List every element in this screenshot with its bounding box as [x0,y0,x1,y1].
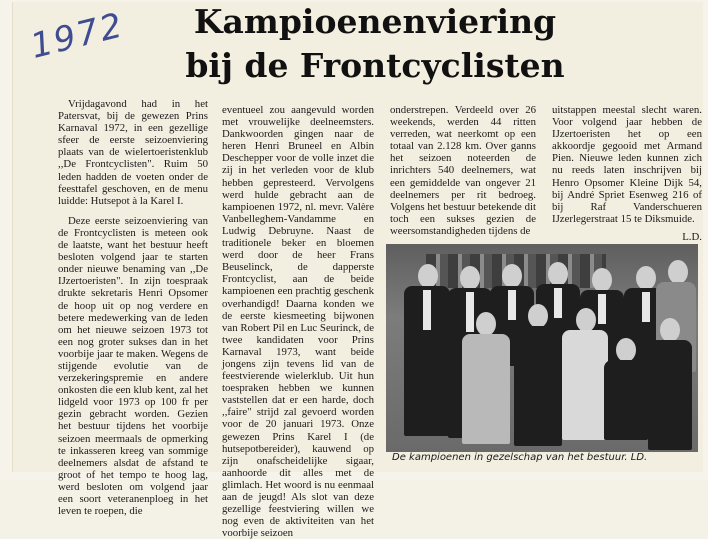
group-photo [386,244,698,452]
headline-line-1: Kampioenenviering [193,2,557,41]
paragraph: onderstrepen. Verdeeld over 26 weekends, werden 44 ritten verreden, wat neerkomt op een totaal van 2.128 km. Over ganns het seizoen noteerden de inrichters 540 deelnemers, wat een gemiddelde van ongevеr 21 deelnemers per rit bedroeg. Volgens het bestuur betekende dit toch een sukses gezien de weersomstandigheden tijdens de [390,104,536,237]
paragraph: uitstappen meestal slecht waren. Voor volgend jaar hebben de IJzertoeristen het op een akkoordje gegooid met Armand Pien. Nieuwe leden kunnen zich nu reeds laten inschrijven bij Henro Opsomer Kleine Dijk 54, bij André Spriet Esenweg 216 of bij Raf Vanderschueren IJzerlegerstraat 15 te Diksmuide. [552,104,702,225]
headline-line-2: bij de Frontcyclisten [185,46,565,85]
paragraph: Deze eerste seizoenviering van de Frontcyclisten is meteen ook de laatste, want het bestuur heeft besloten volgend jaar te starten onder nieuwe benaming van ,,De IJzertoeristen". In zijn toespraak drukte sekretaris Henri Opsomer de hoop uit op nog verdere en betere medewerking van de leden om het nieuwe seizoen 1973 tot een nog groter sukses dan in het voorbije jaar te maken. Wegens de stijgende evolutie van de verzekeringspremie en andere onkosten die een klub kent, zal het lidgeld voor 1973 op 100 fr per gezin gebracht worden. Gezien het bestuur tijdens het voorbije seizoen meermaals de opmerking te inkasseren kreeg van sommige deelnemers alsdat de afstand te groot of het tempo te hoog lag, werd besloten om volgend jaar een soort veteranenploeg in het leven te roepen, die [58,214,208,518]
photo-caption: De kampioenen in gezelschap van het bestuur. LD. [392,452,648,463]
author-signature: L.D. [682,230,702,243]
article-headline [150,0,600,88]
article-column-2 [222,104,374,539]
paragraph: eventueel zou aangevuld worden met vrouwelijke deelneemsters. Dankwoorden gingen naar de heren Henri Bruneel en Albin Deschepper voor de volle inzet die zij in het verleden voor de klub hebben gepresteerd. Vervolgens werd hulde gebracht aan de kampioenen 1972, nl. mevr. Valère Vanbelleghem-Vandamme en Ludwig Debruyne. Naast de traditionele beker en bloemen werd door de heer Frans Beuselinck, de dapperste Frontcyclist, aan de beide kampioenen een prachtig geschenk overhandigd! Daarna konden we de eerste kiesmeeting bijwonen van Robert Pil en Luc Seurinck, de twee kandidaten voor Prins Karnaval 1973, want beide jongens zijn tevens lid van de feestvierende wielerklub. Uit hun toespraken hebben we kunnen vaststellen dat er een harde, doch ,,faire" strijd zal gevoerd worden voor de 20 januari 1973. Onze gewezen Prins Karel I (de hutsepotbereider), kauwend op zijn onafscheidelijke sigaar, aanhoorde dit alles met de glimlach. Het woord is nu eenmaal aan de jeugd! Als slot van deze gezellige feestviering willen we nog even de aktiviteiten van het voorbije seizoen [222,104,374,539]
handwritten-year: 1972 [26,5,128,67]
article-column-3 [390,104,536,237]
article-column-1 [58,98,208,517]
article-column-4 [552,104,702,243]
paragraph: Vrijdagavond had in het Patersvat, bij de gewezen Prins Karnaval 1972, in een gezellige sfeer de eerste seizoenviering plaats van de wielertoeristenklub ,,De Frontcyclisten". Ruim 50 leden hadden de voeten onder de feesttafel geschoven, en de menu luidde: Hutsepot à la Karel I. [58,98,208,207]
